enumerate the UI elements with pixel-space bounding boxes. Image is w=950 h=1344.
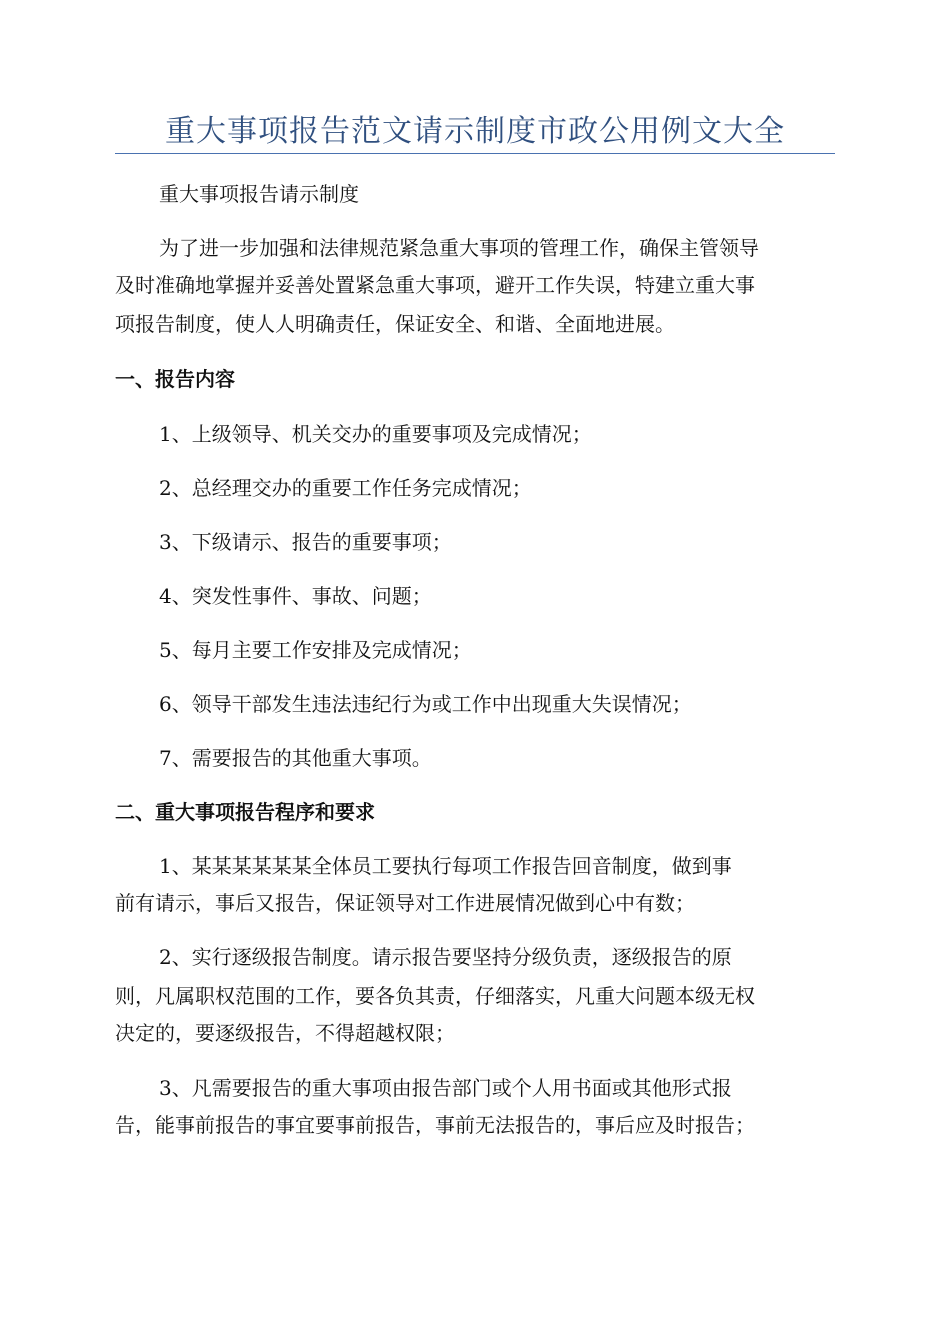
section-2-para-1-line-2: 前有请示，事后又报告，保证领导对工作进展情况做到心中有数； <box>115 891 695 915</box>
section-1-item-4: 4、突发性事件、事故、问题； <box>159 584 432 608</box>
section-2-heading: 二、重大事项报告程序和要求 <box>115 800 375 824</box>
section-1-item-2: 2、总经理交办的重要工作任务完成情况； <box>159 476 532 500</box>
intro-line-2: 及时准确地掌握并妥善处置紧急重大事项，避开工作失误，特建立重大事 <box>115 273 755 297</box>
intro-line-1: 为了进一步加强和法律规范紧急重大事项的管理工作，确保主管领导 <box>159 236 759 260</box>
section-1-item-3: 3、下级请示、报告的重要事项； <box>159 530 452 554</box>
section-1-item-1: 1、上级领导、机关交办的重要事项及完成情况； <box>159 422 592 446</box>
section-2-para-2-line-2: 则，凡属职权范围的工作，要各负其责，仔细落实，凡重大问题本级无权 <box>115 984 755 1008</box>
section-1-item-7: 7、需要报告的其他重大事项。 <box>159 746 432 770</box>
section-2-para-3-line-2: 告，能事前报告的事宜要事前报告，事前无法报告的，事后应及时报告； <box>115 1113 755 1137</box>
document-subtitle: 重大事项报告请示制度 <box>159 182 359 206</box>
section-2-para-2-line-1: 2、实行逐级报告制度。请示报告要坚持分级负责，逐级报告的原 <box>159 945 732 969</box>
title-underline <box>115 153 835 154</box>
section-2-para-3-line-1: 3、凡需要报告的重大事项由报告部门或个人用书面或其他形式报 <box>159 1076 732 1100</box>
document-title: 重大事项报告范文请示制度市政公用例文大全 <box>165 114 785 149</box>
section-1-item-6: 6、领导干部发生违法违纪行为或工作中出现重大失误情况； <box>159 692 692 716</box>
section-1-item-5: 5、每月主要工作安排及完成情况； <box>159 638 472 662</box>
section-2-para-1-line-1: 1、某某某某某某全体员工要执行每项工作报告回音制度，做到事 <box>159 854 732 878</box>
intro-line-3: 项报告制度，使人人明确责任，保证安全、和谐、全面地进展。 <box>115 312 675 336</box>
section-2-para-2-line-3: 决定的，要逐级报告，不得超越权限； <box>115 1021 455 1045</box>
section-1-heading: 一、报告内容 <box>115 367 235 391</box>
